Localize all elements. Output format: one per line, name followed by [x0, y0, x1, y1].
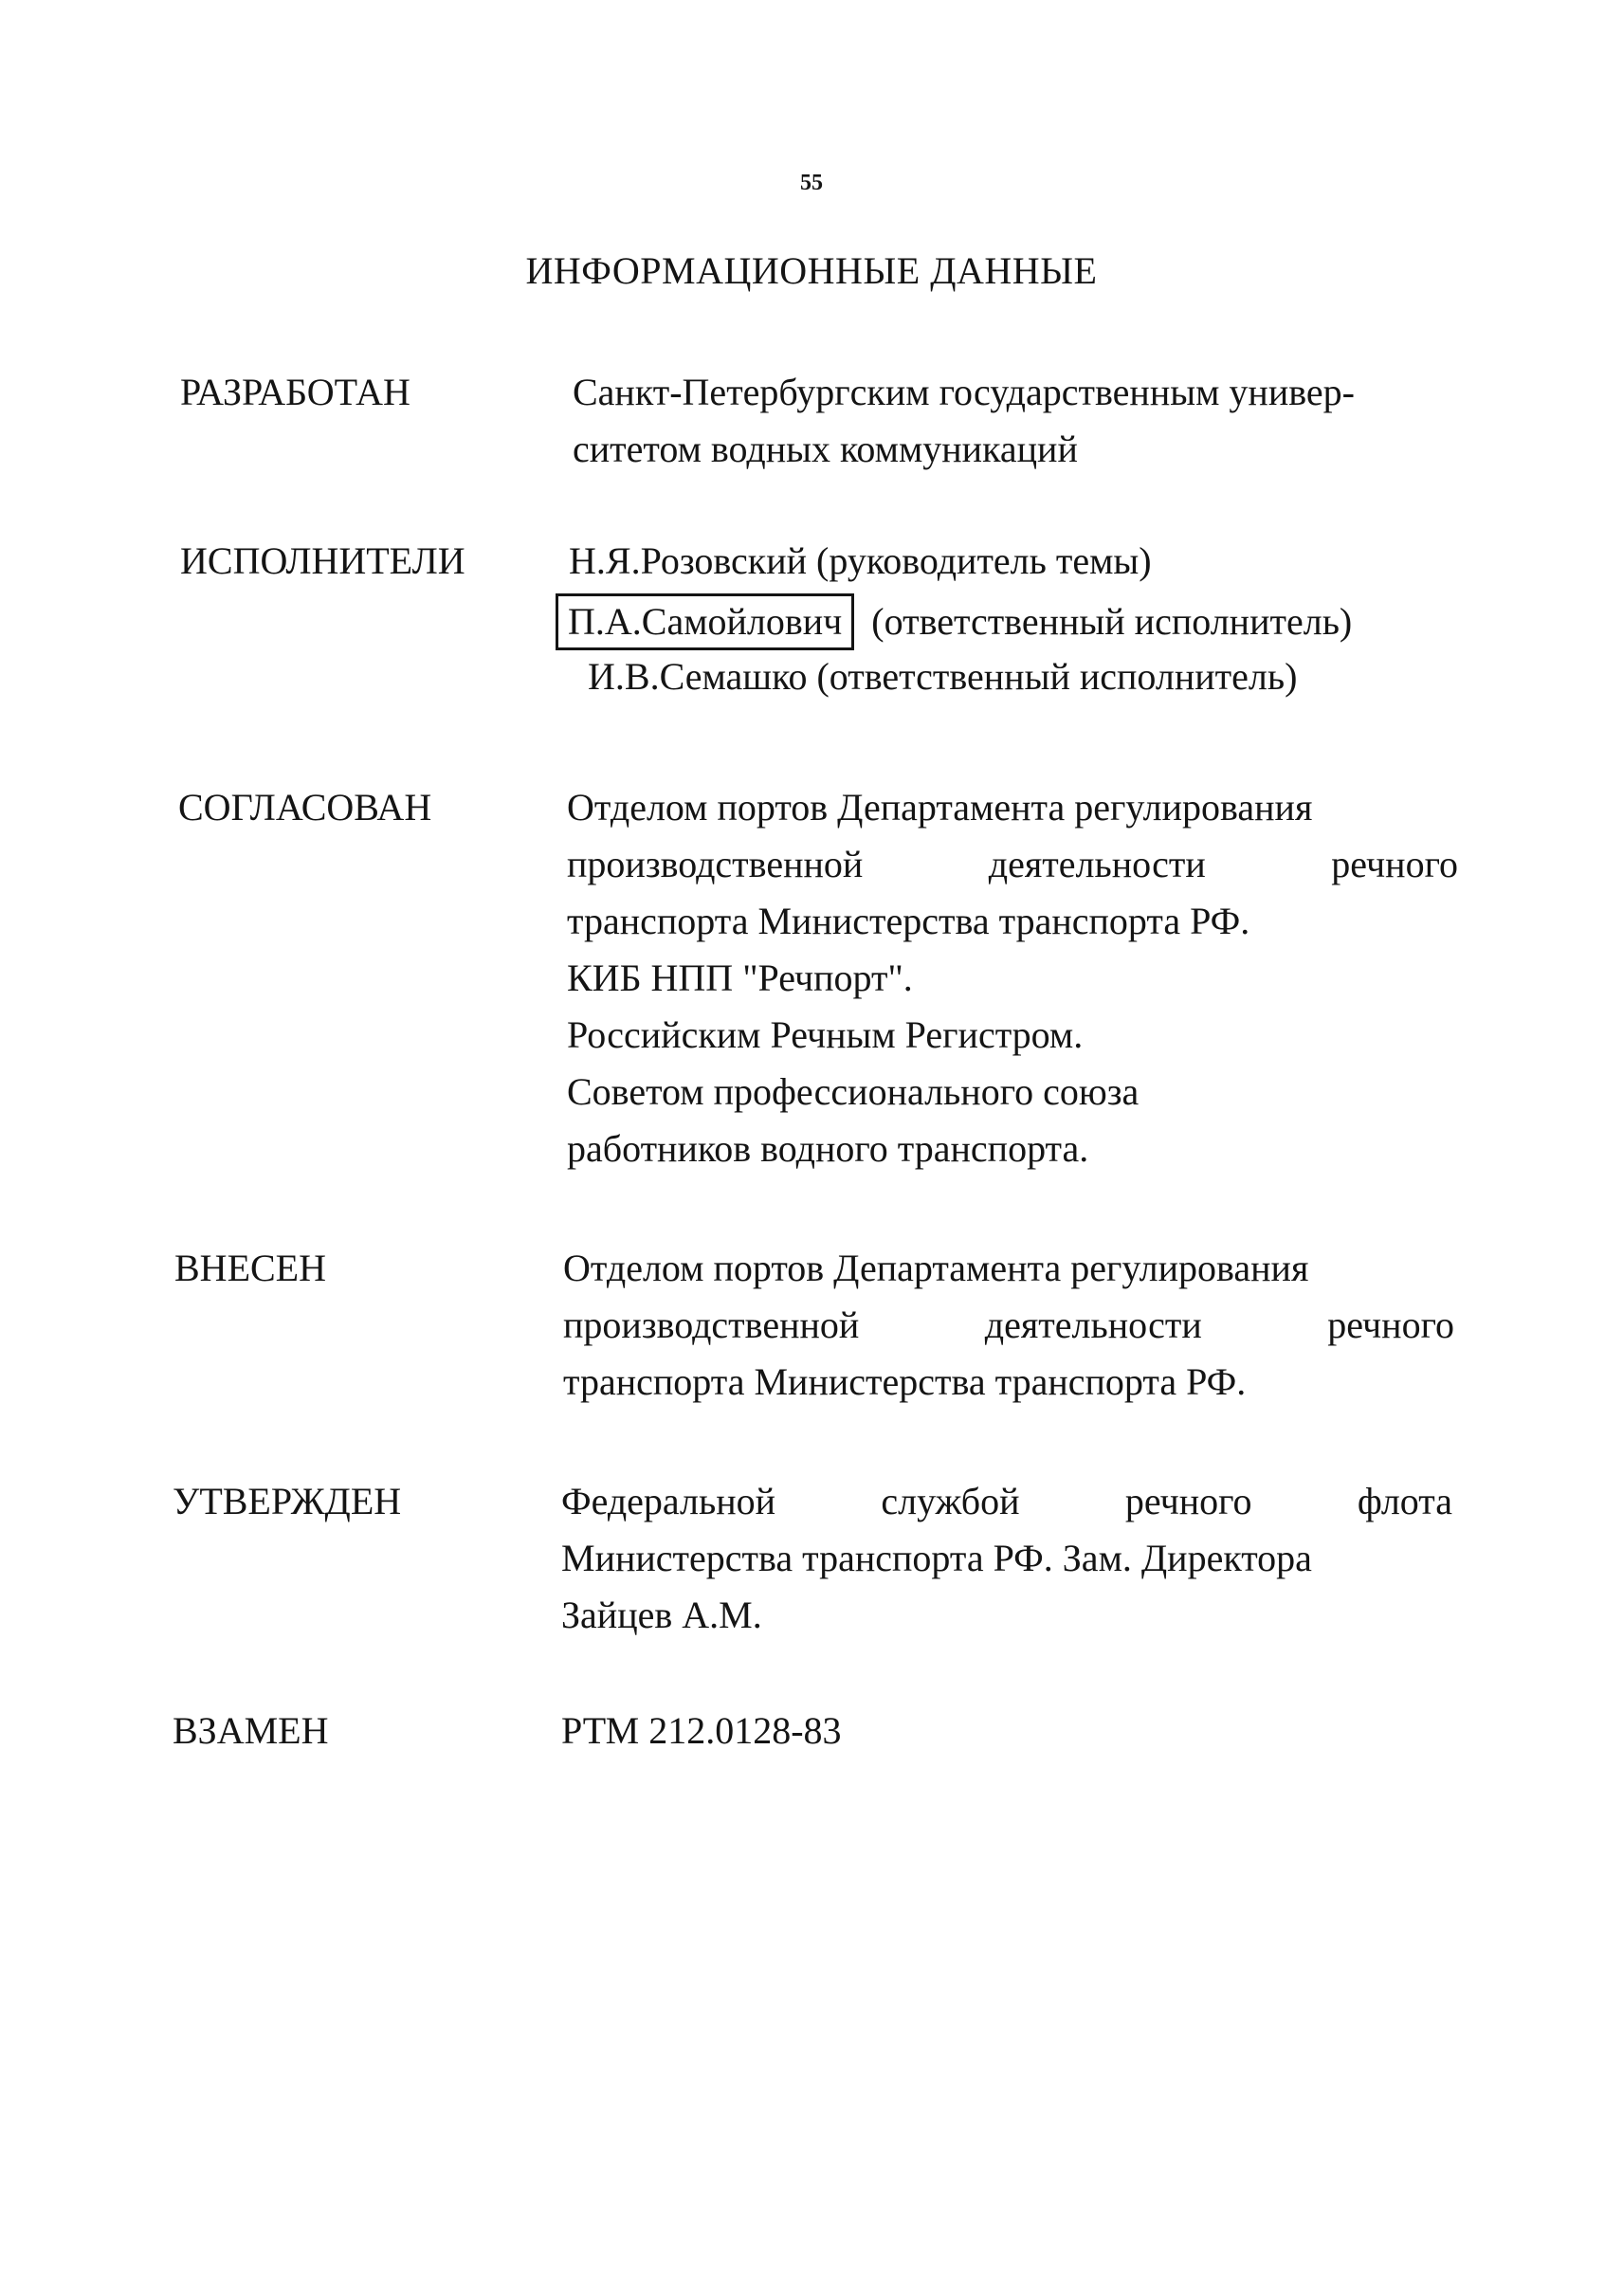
content-agreed [567, 779, 1458, 1177]
label-developed: РАЗРАБОТАН [180, 371, 410, 413]
label-introduced: ВНЕСЕН [174, 1247, 326, 1289]
developed-line-1: Санкт-Петербургским государственным универ- [573, 371, 1355, 413]
executor-2-role: (ответственный исполнитель) [871, 600, 1353, 643]
label-replaces: ВЗАМЕН [173, 1709, 329, 1752]
agreed-line-2 [567, 836, 1458, 893]
introduced-line-2 [563, 1297, 1454, 1354]
executor-3: И.В.Семашко (ответственный исполнитель) [588, 655, 1298, 698]
replaces-value: РТМ 212.0128-83 [561, 1709, 842, 1752]
introduced-line-2-word-1: производственной [563, 1303, 860, 1346]
developed-line-2: ситетом водных коммуникаций [573, 428, 1078, 470]
executor-2-name-boxed: П.А.Самойлович [556, 593, 854, 650]
agreed-line-3: транспорта Министерства транспорта РФ. [567, 900, 1250, 942]
executor-2 [569, 593, 1460, 650]
content-introduced [563, 1240, 1454, 1411]
page-title: ИНФОРМАЦИОННЫЕ ДАННЫЕ [525, 249, 1098, 292]
approved-line-1-word-1: Федеральной [561, 1480, 776, 1522]
content-executors [569, 533, 1460, 705]
approved-line-2: Министерства транспорта РФ. Зам. Директора [561, 1537, 1312, 1579]
agreed-line-2-word-3: речного [1331, 843, 1458, 885]
label-agreed: СОГЛАСОВАН [178, 786, 432, 829]
introduced-line-2-word-2: деятельности [984, 1303, 1202, 1346]
agreed-line-1: Отделом портов Департамента регулирования [567, 786, 1313, 829]
approved-line-1-word-2: службой [881, 1480, 1020, 1522]
agreed-line-4: КИБ НПП "Речпорт". [567, 957, 913, 999]
introduced-line-1: Отделом портов Департамента регулирования [563, 1247, 1309, 1289]
agreed-line-2-word-2: деятельности [988, 843, 1206, 885]
agreed-line-2-word-1: производственной [567, 843, 864, 885]
introduced-line-3: транспорта Министерства транспорта РФ. [563, 1360, 1247, 1403]
agreed-line-6: Советом профессионального союза [567, 1070, 1140, 1113]
approved-line-3: Зайцев А.М. [561, 1594, 762, 1636]
content-replaces [561, 1703, 1452, 1759]
approved-line-1 [561, 1473, 1452, 1530]
content-approved [561, 1473, 1452, 1644]
agreed-line-5: Российским Речным Регистром. [567, 1013, 1084, 1056]
label-executors: ИСПОЛНИТЕЛИ [180, 539, 465, 582]
label-approved: УТВЕРЖДЕН [173, 1480, 402, 1522]
content-developed [573, 364, 1464, 478]
page-number: 55 [800, 171, 823, 195]
approved-line-1-word-4: флота [1357, 1480, 1452, 1522]
approved-line-1-word-3: речного [1124, 1480, 1252, 1522]
agreed-line-7: работников водного транспорта. [567, 1127, 1089, 1170]
executor-1: Н.Я.Розовский (руководитель темы) [569, 539, 1152, 582]
introduced-line-2-word-3: речного [1327, 1303, 1454, 1346]
